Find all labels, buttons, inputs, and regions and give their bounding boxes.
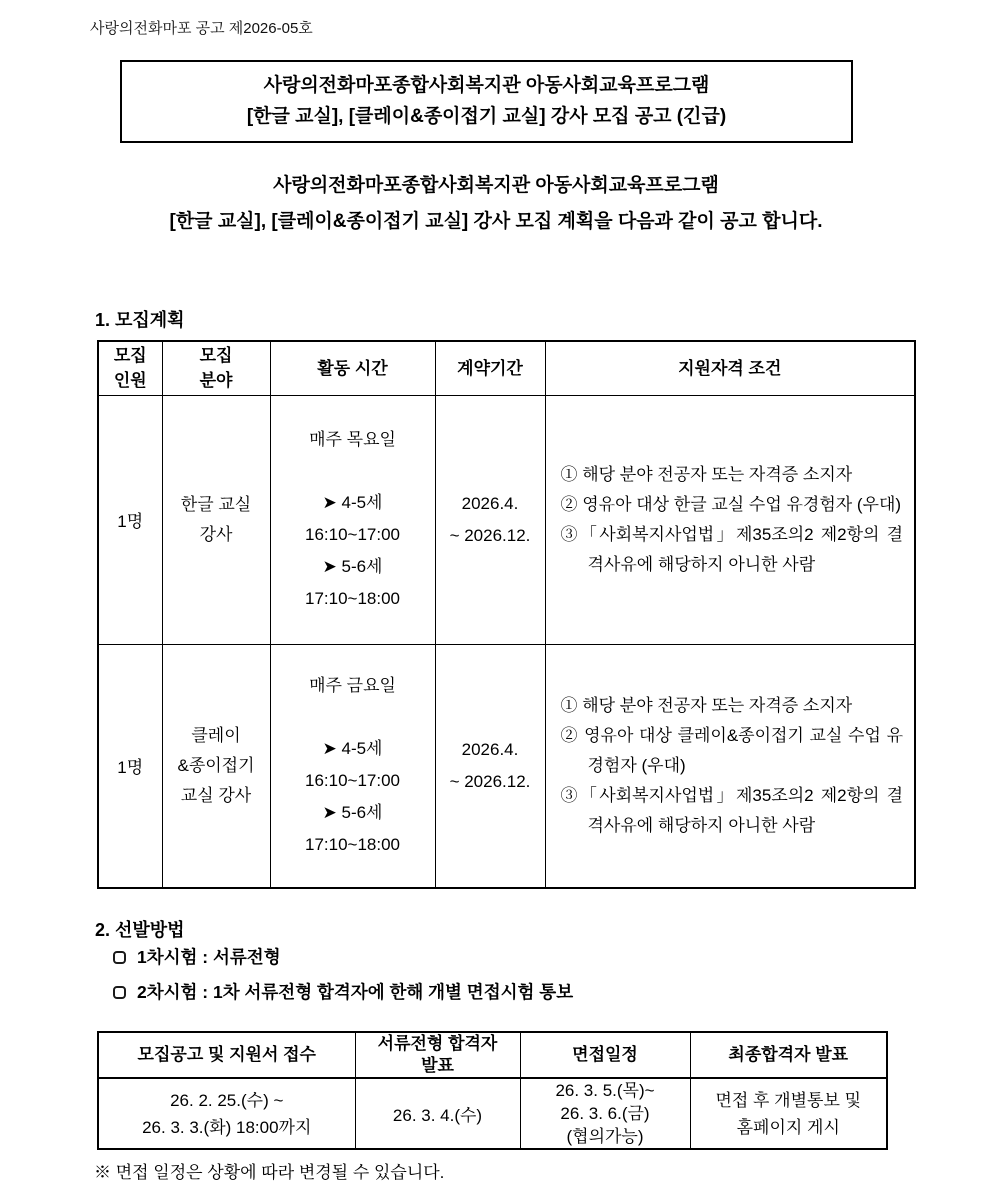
application-line: 26. 2. 25.(수) ~ (170, 1090, 284, 1110)
application-line: 26. 3. 3.(화) 18:00까지 (142, 1117, 312, 1137)
qualification-item: ② 영유아 대상 한글 교실 수업 유경험자 (우대) (560, 494, 902, 514)
doc-pass-cell: 26. 3. 4.(수) (355, 1078, 520, 1149)
header-field-line1: 모집 (199, 346, 233, 366)
schedule-day: 매주 금요일 (309, 676, 396, 696)
schedule-day: 매주 목요일 (309, 430, 396, 449)
schedule-line: 16:10~17:00 (304, 771, 400, 791)
recruit-plan-header-row (98, 341, 915, 395)
table-row (98, 395, 915, 644)
header-doc-pass: 서류전형 합격자 발표 (355, 1032, 520, 1078)
schedule-line: 17:10~18:00 (304, 835, 400, 855)
notice-title-line1: 사랑의전화마포종합사회복지관 아동사회교육프로그램 (263, 75, 710, 96)
header-period: 계약기간 (435, 341, 545, 395)
header-final: 최종합격자 발표 (690, 1032, 887, 1078)
schedule-line: 17:10~18:00 (304, 589, 400, 608)
qualification-cell (545, 644, 915, 888)
period-cell (435, 395, 545, 644)
intro-paragraph (0, 168, 992, 240)
schedule-cell (270, 395, 435, 644)
header-count-line1: 모집 (113, 346, 147, 366)
schedule-header-row (98, 1032, 887, 1078)
period-cell (435, 644, 545, 888)
header-count (98, 341, 162, 395)
schedule-line: ➤ 5-6세 (322, 557, 383, 576)
interview-cell (520, 1078, 690, 1149)
header-interview: 면접일정 (520, 1032, 690, 1078)
selection-item-1 (113, 944, 281, 969)
count-cell: 1명 (98, 395, 162, 644)
application-cell (98, 1078, 355, 1149)
qualification-item: ③「사회복지사업법」제35조의2 제2항의 결격사유에 해당하지 아니한 사람 (560, 785, 903, 835)
field-line: &종이접기 (177, 755, 255, 775)
intro-line1: 사랑의전화마포종합사회복지관 아동사회교육프로그램 (273, 175, 719, 196)
interview-line: 26. 3. 6.(금) (560, 1104, 650, 1123)
count-cell: 1명 (98, 644, 162, 888)
schedule-line: ➤ 4-5세 (322, 493, 383, 512)
recruit-plan-table (97, 340, 916, 889)
qualification-item: ① 해당 분야 전공자 또는 자격증 소지자 (560, 464, 853, 484)
period-line: 2026.4. (461, 493, 519, 513)
field-line: 강사 (199, 524, 233, 544)
notice-title-box (120, 60, 853, 143)
table-row (98, 644, 915, 888)
checkbox-icon (113, 951, 126, 964)
doc-number: 사랑의전화마포 공고 제2026-05호 (90, 20, 313, 37)
final-line: 면접 후 개별통보 및 (715, 1090, 862, 1110)
period-line: ~ 2026.12. (449, 525, 531, 545)
schedule-cell (270, 644, 435, 888)
field-cell (162, 395, 270, 644)
selection-item-label: 1차시험 : 서류전형 (137, 947, 281, 967)
intro-line2: [한글 교실], [클레이&종이접기 교실] 강사 모집 계획을 다음과 같이 공고 합니다. (169, 211, 823, 232)
period-line: 2026.4. (461, 739, 519, 759)
schedule-body-row (98, 1078, 887, 1149)
footnote: ※ 면접 일정은 상황에 따라 변경될 수 있습니다. (94, 1163, 445, 1182)
header-field (162, 341, 270, 395)
field-line: 교실 강사 (180, 785, 252, 805)
qualification-item: ① 해당 분야 전공자 또는 자격증 소지자 (560, 695, 853, 715)
selection-item-label: 2차시험 : 1차 서류전형 합격자에 한해 개별 면접시험 통보 (137, 982, 574, 1002)
qualification-cell (545, 395, 915, 644)
field-line: 클레이 (191, 725, 241, 745)
interview-line: 26. 3. 5.(목)~ (555, 1081, 655, 1100)
notice-title-line2: [한글 교실], [클레이&종이접기 교실] 강사 모집 공고 (긴급) (246, 106, 727, 127)
interview-line: (협의가능) (566, 1127, 644, 1146)
selection-item-2 (113, 979, 573, 1004)
schedule-line: ➤ 4-5세 (322, 739, 383, 759)
final-cell (690, 1078, 887, 1149)
selection-schedule-table (97, 1031, 888, 1150)
field-cell (162, 644, 270, 888)
section1-heading: 1. 모집계획 (95, 310, 185, 330)
qualification-item: ② 영유아 대상 클레이&종이접기 교실 수업 유경험자 (우대) (560, 725, 903, 775)
field-line: 한글 교실 (180, 494, 252, 514)
header-count-line2: 인원 (113, 371, 147, 391)
final-line: 홈페이지 게시 (736, 1117, 840, 1137)
schedule-line: ➤ 5-6세 (322, 803, 383, 823)
header-qualification: 지원자격 조건 (545, 341, 915, 395)
header-schedule: 활동 시간 (270, 341, 435, 395)
header-application: 모집공고 및 지원서 접수 (98, 1032, 355, 1078)
period-line: ~ 2026.12. (449, 771, 531, 791)
schedule-line: 16:10~17:00 (304, 525, 400, 544)
qualification-item: ③「사회복지사업법」제35조의2 제2항의 결격사유에 해당하지 아니한 사람 (560, 524, 903, 574)
header-field-line2: 분야 (199, 371, 233, 391)
checkbox-icon (113, 986, 126, 999)
section2-heading: 2. 선발방법 (95, 920, 185, 940)
